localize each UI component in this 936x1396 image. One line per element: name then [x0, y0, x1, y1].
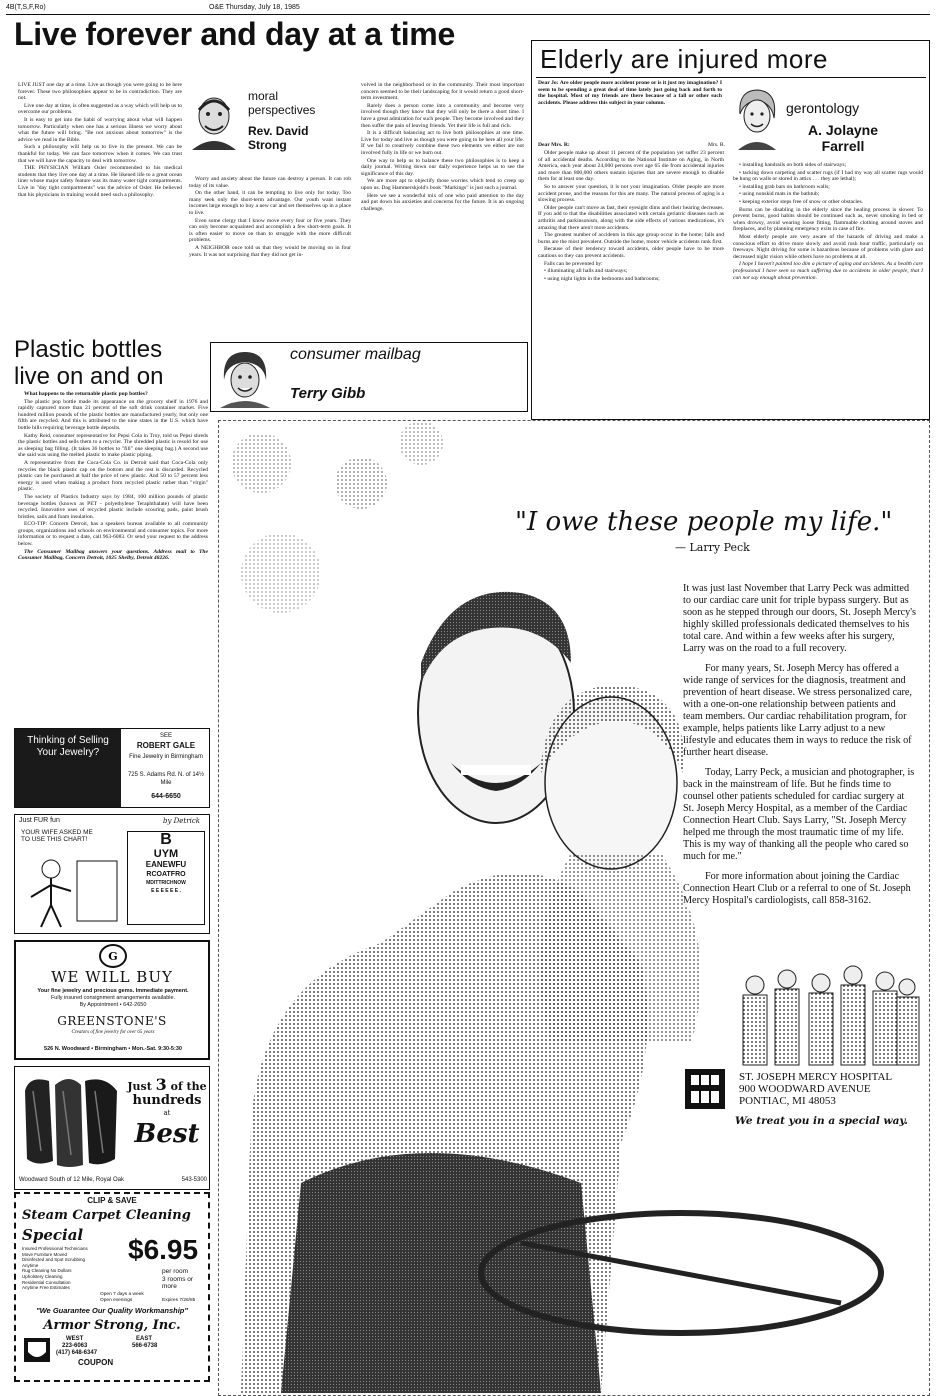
best-number: 3: [155, 1075, 167, 1094]
mailbag-column-kicker: consumer mailbag: [290, 346, 421, 363]
ad-greenstones: [14, 940, 210, 1060]
chart-line: EANEWFU: [145, 860, 187, 869]
greenstone-name: GREENSTONE'S: [57, 1014, 167, 1028]
chart-line: RCOATFRO: [146, 871, 186, 878]
best-line1: [127, 1075, 207, 1094]
paragraph: • using night lights in the bedrooms and bathrooms;: [544, 275, 660, 282]
elderly-salutation: Dear Mrs. R:: [538, 142, 570, 148]
paragraph: • keeping exterior steps free of snow or other obstacles.: [739, 198, 864, 205]
mercy-quote: "I owe these people my life.": [515, 507, 893, 537]
paragraph: • illuminating all halls and stairways;: [544, 268, 628, 275]
paragraph: Because of their tendency toward accidents, older people have to be more cautious so they can prevent accidents.: [538, 246, 724, 259]
author-photo-gibb: [214, 346, 276, 408]
fur-brand: by Detrick: [163, 817, 200, 825]
elderly-signoff: Mrs. R.: [708, 142, 725, 148]
paragraph: Older people can't move as fast, their eyesight dims and their hearing decreases. If you add to that the disabilities associated with certain geriatric diseases such as arthritis and parkinsonism, along with the side effects of various medications, it's amazing that there aren't more accidents.: [538, 204, 724, 231]
steam-east-phone: 566-6738: [132, 1343, 158, 1349]
forever-col2: [189, 176, 351, 336]
steam-clip-save: CLIP & SAVE: [87, 1196, 137, 1205]
steam-open-evenings: Open evenings: [100, 1298, 133, 1303]
best-line2: hundreds: [132, 1093, 202, 1108]
paragraph: One way to help us to balance these two philosophies is to keep a daily journal. Writing down our daily experience helps us to see the significance of this day.: [361, 157, 524, 177]
gale-address: 725 S. Adams Rd. N. of 14½ Mile: [127, 772, 205, 786]
paragraph: I hope I haven't painted too dim a picture of aging and accidents. As a health care professional I have seen so much suffering due to accidents in older people, that I can not say enough about prevention.: [733, 261, 923, 281]
paragraph: The Consumer Mailbag answers your questions. Address mail to The Consumer Mailbag, Concern Detroit, 1025 Shelby, Detroit 48226.: [18, 548, 208, 562]
chart-line: UYM: [153, 848, 179, 860]
paragraph: • installing handrails on both sides of stairways;: [739, 162, 847, 168]
paragraph: The greatest number of accidents in this age group occur in the home; falls and burns are the most prevalent. Outside the home, motor vehicle accidents rank first.: [538, 232, 724, 245]
furs-photo-icon: [19, 1071, 123, 1171]
fur-caption: YOUR WIFE ASKED ME TO USE THIS CHART!: [21, 829, 93, 843]
paragraph: ECO-TIP: Concern Detroit, has a speakers bureau available to all community groups, organizations and schools on environmental and consumer topics. For more information or to request a date, call 963-6083. Or send your request to the address below.: [18, 521, 208, 548]
paragraph: Today, Larry Peck, a musician and photographer, is back in the mainstream of life. But he finds time to counsel other patients scheduled for cardiac surgery at St. Joseph Mercy Hospital, as a member of the Cardiac Connection Heart Club. Says Larry, "St. Joseph Mercy helped me through the most traumatic time of my life. This is my way of thanking all the people who cared so much for me.": [683, 767, 915, 862]
steam-coupon-label: COUPON: [78, 1358, 114, 1367]
steam-open: Open 7 days a week: [100, 1292, 144, 1297]
paragraph: Worry and anxiety about the future can destroy a person. It can rob today of its value.: [189, 176, 351, 189]
best-ofthe: of the: [170, 1080, 207, 1093]
fur-eye-chart: [127, 831, 205, 925]
paragraph: Live one day at time, is often suggested as a way which will help us to overcome our problems.: [18, 102, 182, 116]
fur-title: Just FUR fun: [19, 817, 60, 824]
author-photo-strong: [188, 88, 240, 150]
chart-line: MDITTRICHNOW: [146, 880, 186, 886]
paragraph: Such a philosophy will help us to live in the present. We can be thankful for today. We can face tomorrow when it comes. We can trust that we will have the capacity to deal with tomorrow.: [18, 144, 182, 164]
mercy-slogan: We treat you in a special way.: [735, 1115, 908, 1127]
ad-robert-gale: [14, 728, 210, 808]
paragraph: Falls can be prevented by:: [544, 260, 603, 267]
plastic-headline-line2: live on and on: [14, 363, 164, 390]
steam-title: Steam Carpet Cleaning: [22, 1208, 191, 1223]
steam-bullets: [22, 1246, 122, 1291]
elderly-column-kicker: gerontology: [786, 100, 860, 116]
elderly-letter: Dear Jo: Are older people more accident prone or is it just my imagination? I seem to be spending a great deal of time lately just going back and forth to the hospital. Most of my friends are there because of a fall or other such accidents. Please address this subject in your column.: [538, 80, 722, 106]
armor-shield-icon: [22, 1336, 52, 1364]
gale-phone: 644-6650: [151, 793, 181, 800]
bullet-item: Disinfected and Spot Scrubbing: [22, 1257, 86, 1263]
paragraph: A representative from the Coca-Cola Co. in Detroit said that Coca-Cola only recycles the black plastic cap on the bottom and the rest is discarded. Recycled plastic can be purchased at half the price of new plastic. And 50 to 57 percent less energy is used when making a product from recycled plastic rather than "virgin" plastic.: [18, 459, 208, 493]
paragraph: We are more apt to objectify those worries which tend to creep up upon us. Dag Hammerskjold's book "Markings" is just such a journal.: [361, 178, 524, 191]
best-footer-right: 543-5300: [181, 1177, 207, 1183]
paragraph: A NEIGHBOR once told us that they would be moving on in four years. It was not surprising that they did not get in-: [189, 244, 351, 258]
plastic-body: [18, 391, 208, 717]
ad-fur-fun: [14, 814, 210, 934]
paragraph: On the other hand, it can be tempting to live only for today. Too many seek only the short-term advantage. Our youth want instant incomes large enough to buy a new car and set themselves up in a place to live.: [189, 190, 351, 216]
steam-expires: Expires 7/26/85: [162, 1298, 196, 1303]
mercy-attribution: — Larry Peck: [675, 541, 750, 554]
steam-west-phone: 223-6063: [62, 1343, 88, 1349]
mailbag-byline: Terry Gibb: [290, 385, 366, 402]
greenstone-line3: By Appointment • 642-2650: [79, 1002, 147, 1008]
forever-col1: [18, 82, 182, 332]
chart-line: E E E E E E .: [151, 888, 181, 894]
elderly-col1: [538, 150, 724, 412]
paragraph: THE PHYSICIAN William Osler recommended to his medical students that they live one day at a time. He likened life to a great ocean liner whose major safety feature was its many water tight compartments. Live in "day tight compartments" was the advice of Osler. He believed that his physicians in training would need such a philosophy.: [18, 165, 182, 198]
bullet-item: Rug Cleaning No Dollars: [22, 1268, 72, 1274]
paragraph: So to answer your question, it is not your imagination. Older people are more accident prone, and the reasons for this are many. The natural process of aging is a slowing process.: [538, 183, 724, 204]
paragraph: The plastic pop bottle made its appearance on the grocery shelf in 1976 and rapidly captured more than 21 percent of the soft drink container market. Five hundred million pounds of the plastic bottles are manufactured yearly, but only one fifth are recycled. And this is attributed to the nine states in the U.S. which have bottle bills requiring beverage bottle deposits.: [18, 398, 208, 431]
plastic-headline-line1: Plastic bottles: [14, 336, 163, 363]
paragraph: Rarely does a person come into a community and become very involved though they know that they will only be there a short time. I have a great admiration for such people. They become involved and they then suffer the pain of leaving friends. Yet their life is full and rich.: [361, 102, 524, 129]
steam-guarantee: "We Guarantee Our Quality Workmanship": [36, 1306, 188, 1315]
mercy-hospital-name: ST. JOSEPH MERCY HOSPITAL: [739, 1071, 893, 1083]
elderly-byline: A. Jolayne Farrell: [807, 122, 879, 154]
bullet-item: Residential Consultation: [22, 1279, 71, 1285]
couple-photo-icon: [221, 423, 927, 1393]
steam-price: $6.95: [128, 1234, 199, 1265]
gale-sub: Fine Jewelry in Birmingham: [129, 754, 203, 760]
bullet-item: Anytime Free Estimates: [22, 1285, 70, 1291]
gale-left-text: Thinking of Selling Your Jewelry?: [27, 735, 109, 758]
greenstone-line2: Fully insured consignment arrangements available.: [50, 995, 176, 1001]
paragraph: volved in the neighborhood or in the community. Their most important concern seemed to be their landscaping for it would return a good short-term investment.: [361, 82, 524, 102]
steam-rooms: 3 rooms or more: [162, 1276, 194, 1290]
paragraph: Older people make up about 11 percent of the population yet suffer 23 percent of all accidental deaths. According to the National Institute on Aging, in North America, each year about 24,000 persons over age 65 die from accidental injuries and more than 800,000 others sustain injuries that are severe enough to disable them for at least one day.: [538, 150, 724, 183]
forever-column-kicker: moral perspectives: [248, 89, 316, 117]
chart-line: B: [160, 831, 172, 848]
greenstone-logo-icon: [98, 944, 128, 968]
gale-name: ROBERT GALE: [136, 741, 196, 750]
steam-special: Special: [22, 1226, 84, 1244]
paragraph: Here we see a wonderful mix of one who paid attention to the day and put down his anxieties and concerns for the future. It is an ongoing challenge.: [361, 192, 524, 212]
paragraph: • installing grab bars on bathroom walls;: [739, 183, 830, 190]
paragraph: Burns can be disabling in the elderly since the healing process is slower. To prevent burns, good habits should be continued such as, never smoking in bed or when drowsy, avoid wearing loose fitting, flammable clothing around stoves and fireplaces, and by planning emergency exits in case of fire.: [733, 206, 923, 233]
bullet-item: Move Furniture Moved: [22, 1251, 68, 1257]
forever-headline: Live forever and day at a time: [14, 16, 455, 52]
paragraph: For many years, St. Joseph Mercy has offered a wide range of services for the diagnosis, treatment and prevention of heart disease. We stress personalized care, with a one-on-one relationship between patients and team members. Our cardiac rehabilitation program, for example, helps patients like Larry adjust to a new lifestyle and educates them in ways to reduce the risk of further heart disease.: [683, 663, 912, 758]
paragraph: • using nonskid mats in the bathtub;: [739, 191, 820, 198]
paragraph: For more information about joining the Cardiac Connection Heart Club or a referral to one of St. Joseph Mercy Hospital's cardiologists, call 858-3162.: [683, 871, 911, 906]
steam-company: Armor Strong, Inc.: [43, 1318, 181, 1333]
mercy-hospital-city: PONTIAC, MI 48053: [739, 1095, 836, 1107]
paragraph: It is a difficult balancing act to live both philosophies at one time. Live for today and live as though you were going to be here all your life. If we fail to creatively combine these two elements we either are not involved fully in life or we burn out.: [361, 130, 524, 156]
page-section-label: 4B(T,S,F,Ro): [6, 4, 46, 11]
paragraph: Even some clergy that I know move every four or five years. They can only become acquainted and accomplish a few short-term goals. It is often easier to move on than to struggle with the more difficult problems.: [189, 217, 351, 244]
forever-col3: [361, 82, 524, 338]
staff-group-photo-icon: [735, 957, 923, 1067]
fur-cartoon-icon: [21, 855, 121, 931]
mercy-hospital-street: 900 WOODWARD AVENUE: [739, 1083, 871, 1095]
steam-east: EAST: [136, 1336, 153, 1342]
elderly-headline: Elderly are injured more: [540, 44, 829, 74]
ad-steam-coupon[interactable]: [14, 1192, 210, 1382]
ad-best: [14, 1066, 210, 1190]
paragraph: • tacking down carpeting and scatter rugs (if I had my way all scatter rugs would be hung on walls or stored in attics . . . they are lethal);: [733, 169, 923, 183]
greenstone-tagline: Creators of fine jewelry for over 65 years: [71, 1030, 155, 1035]
elderly-col2: [733, 162, 923, 414]
best-line3: at: [163, 1109, 171, 1117]
paragraph: Kathy Reid, consumer representative for Pepsi Cola in Troy, told us Pepsi shreds the plastic bottles and sells them to a recycler. The shredded plastic is resold for use as sleeping bag filling. (It takes 36 bottles to "fill" one sleeping bag.) A second use she said was using the melted plastic to make plastic piping.: [18, 432, 208, 459]
steam-per-room: per room: [162, 1268, 189, 1275]
mercy-logo-icon: [685, 1069, 725, 1109]
bullet-item: Upholstery Cleaning: [22, 1273, 63, 1279]
author-photo-farrell: [732, 84, 782, 150]
greenstone-line1: Your fine jewelry and precious gems. Immediate payment.: [37, 988, 189, 994]
page-dateline: O&E Thursday, July 18, 1985: [209, 4, 300, 11]
best-just: Just: [127, 1080, 152, 1093]
paragraph: What happens to the returnable plastic pop bottles?: [24, 391, 148, 397]
greenstone-headline: WE WILL BUY: [51, 968, 173, 986]
best-logo: Best: [134, 1119, 200, 1149]
paragraph: It is easy to get into the habit of worrying about what will happen tomorrow. Particularly when one has a serious illness we worry about what the future will bring. "Be not anxious about tomorrow" is the advice we read in the Bible.: [18, 116, 182, 143]
bullet-item: Anytime: [22, 1262, 39, 1268]
forever-byline: Rev. David Strong: [248, 124, 309, 152]
steam-phone3: (417) 648-6347: [56, 1350, 98, 1356]
paragraph: The society of Plastics Industry says by 1984, 100 million pounds of plastic beverage bottles (known as PET - polyethylene Teraphthalate) will have been recycled. Innovative uses of recycled plastic include scouring pads, paint brush bristles, sails and foam insulation.: [18, 493, 208, 520]
paragraph: Most elderly people are very aware of the hazards of driving and make a conscious effort to drive more slowly and avoid rush hour traffic, particularly on freeways. Night driving for some is hazardous because of problems with glare and decreased night vision while others have no problems at all.: [733, 233, 923, 260]
svg-text:G: G: [108, 950, 118, 963]
best-footer-left: Woodward South of 12 Mile, Royal Oak: [19, 1177, 124, 1183]
paragraph: LIVE JUST one day at a time. Live as though you were going to be here forever. These two philosophies appear to be in contradiction. They are not.: [18, 82, 182, 102]
gale-see: SEE: [159, 733, 172, 739]
ad-st-joseph-mercy: [218, 420, 930, 1396]
bullet-item: Insured Professional Technicians: [22, 1246, 88, 1251]
paragraph: It was just last November that Larry Peck was admitted to our cardiac care unit for triple bypass surgery. But as soon as he stepped through our doors, St. Joseph Mercy's highly skilled professionals dedicated themselves to his total care. And within a few weeks after his surgery, Larry was on the road to a full recovery.: [683, 583, 917, 654]
greenstone-footer: 526 N. Woodward • Birmingham • Mon.-Sat. 9:30-5:30: [44, 1046, 182, 1052]
steam-west: WEST: [66, 1336, 84, 1342]
mercy-body: [683, 583, 917, 907]
